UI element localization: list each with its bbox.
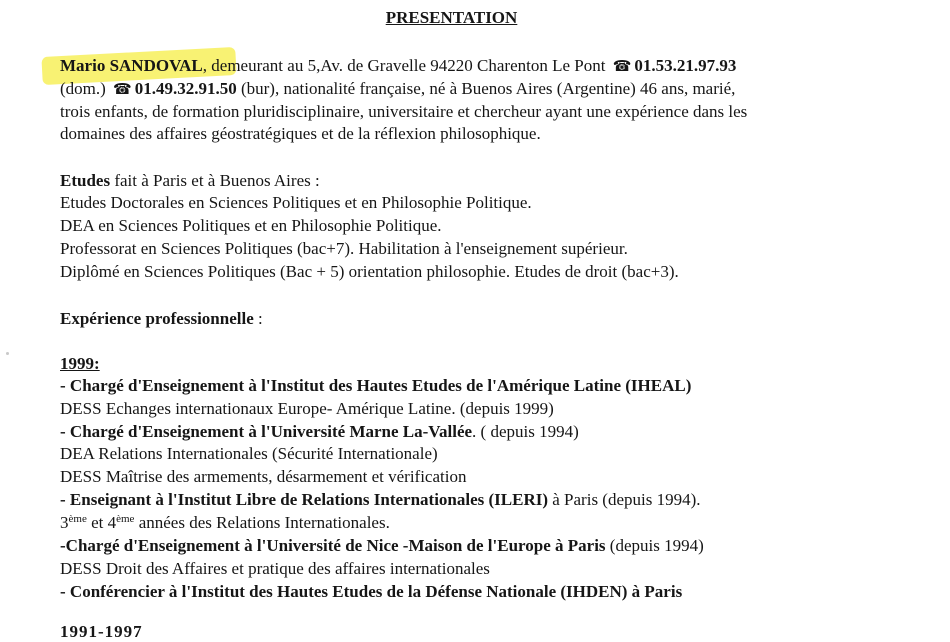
intro-line-1 [60,56,736,76]
entry-title: -Chargé d'Enseignement à l'Université de Nice -Maison de l'Europe à Paris [60,536,606,555]
intro-line-3: trois enfants, de formation pluridisciplinaire, universitaire et chercheur ayant une expérience dans les [60,102,748,121]
etudes-item: Etudes Doctorales en Sciences Politiques et en Philosophie Politique. [60,193,532,212]
experience-detail-years [60,513,390,533]
experience-heading [60,309,263,329]
experience-entry-ileri [60,490,701,510]
ordinal-3: 3 [60,513,69,532]
ordinal-suffix: ème [116,513,135,525]
phone-bur: 01.49.32.91.50 [134,79,237,98]
experience-detail: DESS Maîtrise des armements, désarmement et vérification [60,467,467,486]
intro-line-2 [60,79,735,99]
page-title: PRESENTATION [385,8,518,27]
etudes-heading [60,171,320,191]
intro-line-4: domaines des affaires géostratégiques et de la réflexion philosophique. [60,124,541,143]
entry-period: . ( depuis 1994) [472,422,579,441]
intro-address: , demeurant au 5,Av. de Gravelle 94220 Charenton Le Pont [202,56,606,75]
ordinal-4: et 4 [86,513,117,532]
telephone-icon: ☎ [612,57,632,75]
year-heading: 1999: [60,354,100,373]
experience-entry-nice [60,536,704,556]
scan-speck [6,352,9,355]
experience-detail: DESS Echanges internationaux Europe- Amérique Latine. (depuis 1999) [60,399,554,418]
experience-detail: DESS Droit des Affaires et pratique des affaires internationales [60,559,490,578]
telephone-icon: ☎ [113,80,132,98]
entry-period: (depuis 1994) [605,536,704,555]
etudes-location: fait à Paris et à Buenos Aires : [110,171,320,190]
experience-colon: : [253,309,263,328]
phone-dom: 01.53.21.97.93 [634,56,737,75]
entry-period: à Paris (depuis 1994). [548,490,701,509]
experience-entry-iheal: - Chargé d'Enseignement à l'Institut des Hautes Etudes de l'Amérique Latine (IHEAL) [60,376,692,395]
intro-details: (bur), nationalité française, né à Buenos Aires (Argentine) 46 ans, marié, [236,79,736,98]
experience-detail: DEA Relations Internationales (Sécurité Internationale) [60,444,438,463]
experience-label: Expérience professionnelle [60,309,254,328]
next-year-heading-cut: 1991-1997 [60,622,143,641]
years-text: années des Relations Internationales. [134,513,390,532]
dom-label: (dom.) [60,79,106,98]
entry-title: - Enseignant à l'Institut Libre de Relations Internationales (ILERI) [60,490,549,509]
ordinal-suffix: ème [68,513,87,525]
entry-title: - Chargé d'Enseignement à l'Université Marne La-Vallée [60,422,473,441]
etudes-label: Etudes [60,171,111,190]
experience-entry-ihden: - Conférencier à l'Institut des Hautes Etudes de la Défense Nationale (IHDEN) à Paris [60,582,683,601]
etudes-item: Professorat en Sciences Politiques (bac+7). Habilitation à l'enseignement supérieur. [60,239,628,258]
etudes-item: DEA en Sciences Politiques et en Philosophie Politique. [60,216,442,235]
etudes-item: Diplômé en Sciences Politiques (Bac + 5) orientation philosophie. Etudes de droit (bac+3). [60,262,679,281]
experience-entry-marne [60,422,579,442]
name-highlighted: Mario SANDOVAL [60,56,203,75]
